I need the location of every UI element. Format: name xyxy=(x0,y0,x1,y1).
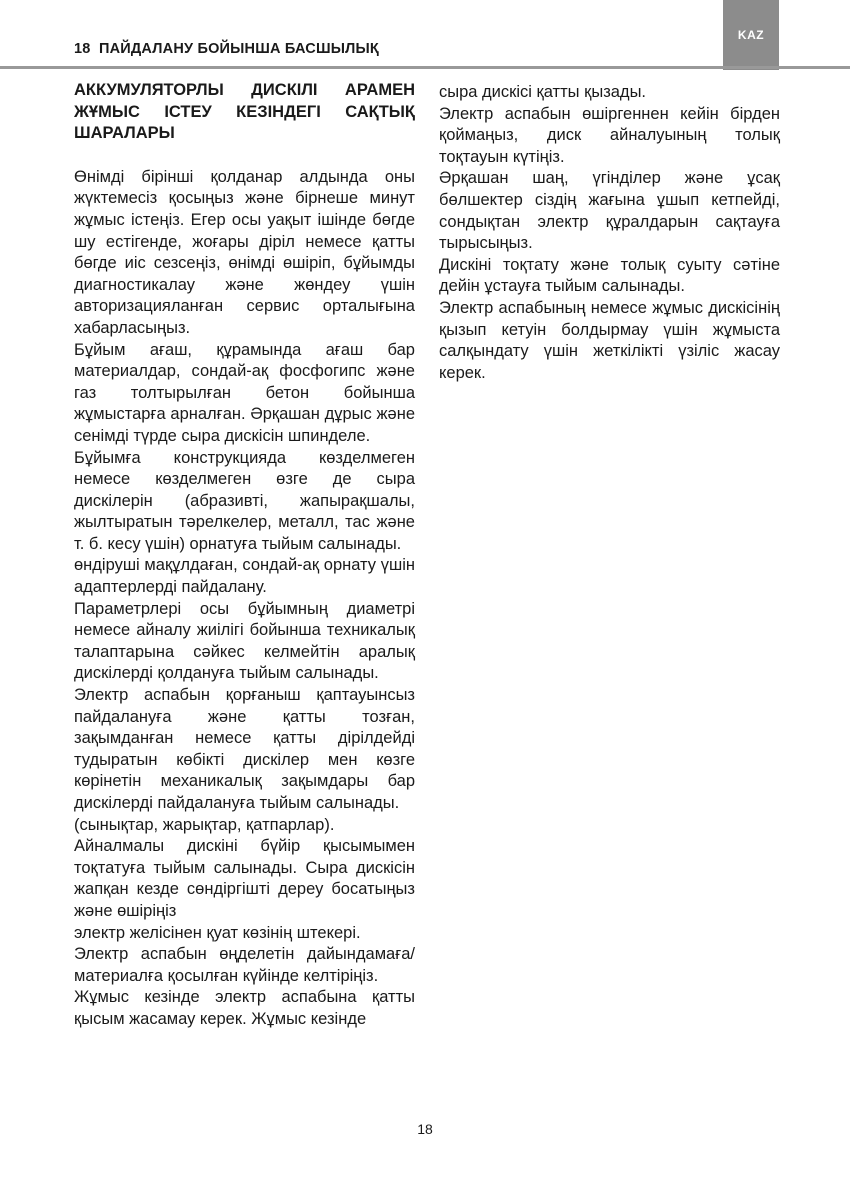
paragraph: Өнімді бірінші қолданар алдында оны жүктемесіз қосыңыз және бірнеше минут жұмыс істеңіз. Егер осы уақыт ішінде бөгде шу естігенде, жоғары діріл немесе қатты бөгде иіс сезсеңіз, өнімді өшіріп, бұйымды диагностикалау және жөндеу үшін авторизацияланған сервис орталығына хабарласыңыз. xyxy=(74,167,415,337)
page-number: 18 xyxy=(417,1121,433,1137)
right-column xyxy=(439,82,780,384)
paragraph: Электр аспабын қорғаныш қаптауынсыз пайдалануға және қатты тозған, зақымданған немесе қатты дірілдейді тудыратын көбікті дискілер мен көзге көрінетін механикалық зақымдары бар дискілерді пайдалануға тыйым салынады. xyxy=(74,686,415,812)
header-divider xyxy=(0,66,850,69)
paragraph: Электр аспабының немесе жұмыс дискісінің қызып кетуін болдырмау үшін жұмыста салқындату үшін жеткілікті үзіліс жасау керек. xyxy=(439,298,780,382)
paragraph: Айналмалы дискіні бүйір қысымымен тоқтатуға тыйым салынады. Сыра дискісін жапқан кезде сөндіргішті дереу босатыңыз және өшіріңіз xyxy=(74,837,415,920)
paragraph: Жұмыс кезінде электр аспабына қатты қысым жасамау керек. Жұмыс кезінде xyxy=(74,988,415,1028)
paragraph: (сынықтар, жарықтар, қатпарлар). xyxy=(74,815,335,834)
paragraph: сыра дискісі қатты қызады. xyxy=(439,83,647,101)
paragraph: Бұйым ағаш, құрамында ағаш бар материалдар, сондай-ақ фосфогипс және газ толтырылған бетон бойынша жұмыстарға арналған. Әрқашан дұрыс және сенімді түрде сыра дискісін шпинделе. xyxy=(74,340,415,445)
section-title: АККУМУЛЯТОРЛЫ ДИСКІЛІ АРАМЕН ЖҰМЫС ІСТЕУ КЕЗІНДЕГІ САҚТЫҚ ШАРАЛАРЫ xyxy=(74,81,415,143)
paragraph: Дискіні тоқтату және толық суыту сәтіне дейін ұстауға тыйым салынады. xyxy=(439,255,780,296)
page-header-title: 18 ПАЙДАЛАНУ БОЙЫНША БАСШЫЛЫҚ xyxy=(74,41,379,57)
paragraph: Әрқашан шаң, үгінділер және ұсақ бөлшектер сіздің жағына ұшып кетпейді, сондықтан электр құралдарын сақтауға тырысыңыз. xyxy=(439,169,780,253)
paragraph: Электр аспабын өңделетін дайындамаға/ материалға қосылған күйінде келтіріңіз. xyxy=(74,945,415,985)
paragraph: өндіруші мақұлдаған, сондай-ақ орнату үшін адаптерлерді пайдалану. xyxy=(74,556,415,597)
paragraph: Бұйымға конструкцияда көзделмеген немесе көзделмеген өзге де сыра дискілерін (абразивті, жапырақшалы, жылтыратын тәрелкелер, металл, тас және т. б. кесу үшін) орнатуға тыйым салынады. xyxy=(74,448,415,553)
language-tab: KAZ xyxy=(723,0,779,70)
paragraph: электр желісінен қуат көзінің штекері. xyxy=(74,923,361,942)
paragraph: Электр аспабын өшіргеннен кейін бірден қоймаңыз, диск айналуының толық тоқтауын күтіңіз. xyxy=(439,104,780,166)
paragraph: Параметрлері осы бұйымның диаметрі немесе айналу жиілігі бойынша техникалық талаптарына сәйкес келмейтін аралық дискілерді қолдануға тыйым салынады. xyxy=(74,599,415,683)
left-column xyxy=(74,80,415,1031)
